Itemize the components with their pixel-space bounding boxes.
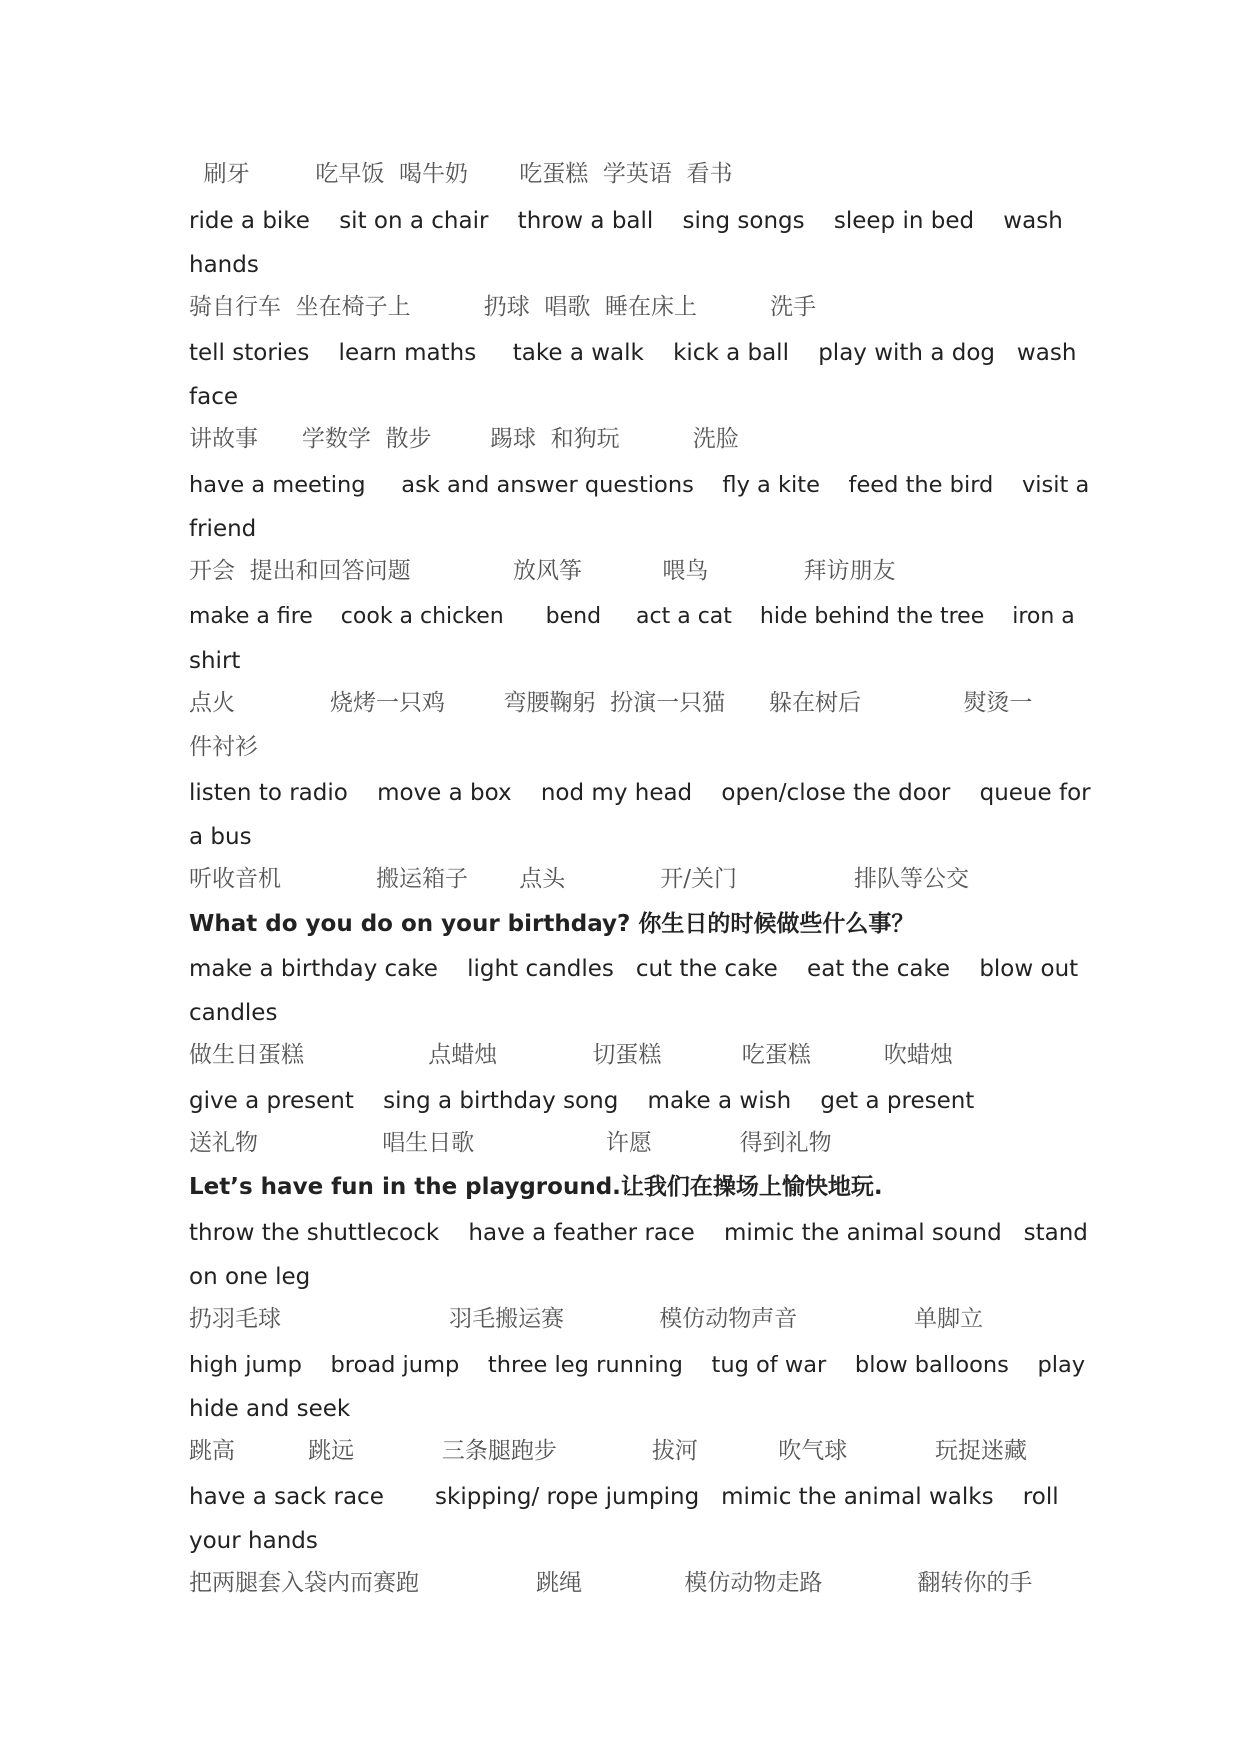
text-line: hands [189, 252, 259, 278]
text-line: make a birthday cake light candles cut the cake eat the cake blow out [189, 956, 1079, 982]
text-line: candles [189, 1000, 278, 1026]
text-line: on one leg [189, 1264, 311, 1290]
text-line: a bus [189, 824, 252, 850]
text-line: 扔羽毛球 羽毛搬运赛 模仿动物声音 单脚立 [189, 1306, 984, 1332]
text-line: 开会 提出和回答问题 放风筝 喂鸟 拜访朋友 [189, 558, 896, 584]
section-heading-birthday: What do you do on your birthday? 你生日的时候做些什么事？ [189, 911, 915, 937]
text-line: 讲故事 学数学 散步 踢球 和狗玩 洗脸 [189, 426, 739, 452]
text-line: shirt [189, 648, 241, 674]
text-line: make a fire cook a chicken bend act a cat hide behind the tree iron a [189, 604, 1075, 629]
text-line: 骑自行车 坐在椅子上 扔球 唱歌 睡在床上 洗手 [189, 294, 817, 320]
text-line: 送礼物 唱生日歌 许愿 得到礼物 [189, 1130, 832, 1156]
text-line: tell stories learn maths take a walk kick a ball play with a dog wash [189, 340, 1077, 366]
text-line: 做生日蛋糕 点蜡烛 切蛋糕 吃蛋糕 吹蜡烛 [189, 1042, 953, 1068]
section-heading-playground: Let’s have fun in the playground.让我们在操场上愉快地玩. [189, 1174, 883, 1200]
text-line: have a meeting ask and answer questions fly a kite feed the bird visit a [189, 472, 1090, 498]
text-line: ride a bike sit on a chair throw a ball sing songs sleep in bed wash [189, 208, 1063, 234]
text-line: throw the shuttlecock have a feather race mimic the animal sound stand [189, 1220, 1088, 1246]
text-line: face [189, 384, 238, 410]
text-line: 跳高 跳远 三条腿跑步 拔河 吹气球 玩捉迷藏 [189, 1438, 1028, 1464]
text-line: friend [189, 516, 257, 542]
text-line: listen to radio move a box nod my head open/close the door queue for [189, 780, 1091, 806]
text-line: hide and seek [189, 1396, 351, 1422]
text-line: give a present sing a birthday song make a wish get a present [189, 1088, 975, 1114]
text-line: 件衬衫 [189, 734, 258, 760]
text-line: 刷牙 吃早饭 喝牛奶 吃蛋糕 学英语 看书 [189, 161, 733, 187]
text-line: 听收音机 搬运箱子 点头 开/关门 排队等公交 [189, 866, 969, 892]
text-line: high jump broad jump three leg running tug of war blow balloons play [189, 1352, 1086, 1378]
text-line: have a sack race skipping/ rope jumping mimic the animal walks roll [189, 1484, 1059, 1510]
text-line: your hands [189, 1528, 318, 1554]
text-line: 点火 烧烤一只鸡 弯腰鞠躬 扮演一只猫 躲在树后 熨烫一 [189, 690, 1033, 716]
text-line: 把两腿套入袋内而赛跑 跳绳 模仿动物走路 翻转你的手 [189, 1570, 1033, 1596]
